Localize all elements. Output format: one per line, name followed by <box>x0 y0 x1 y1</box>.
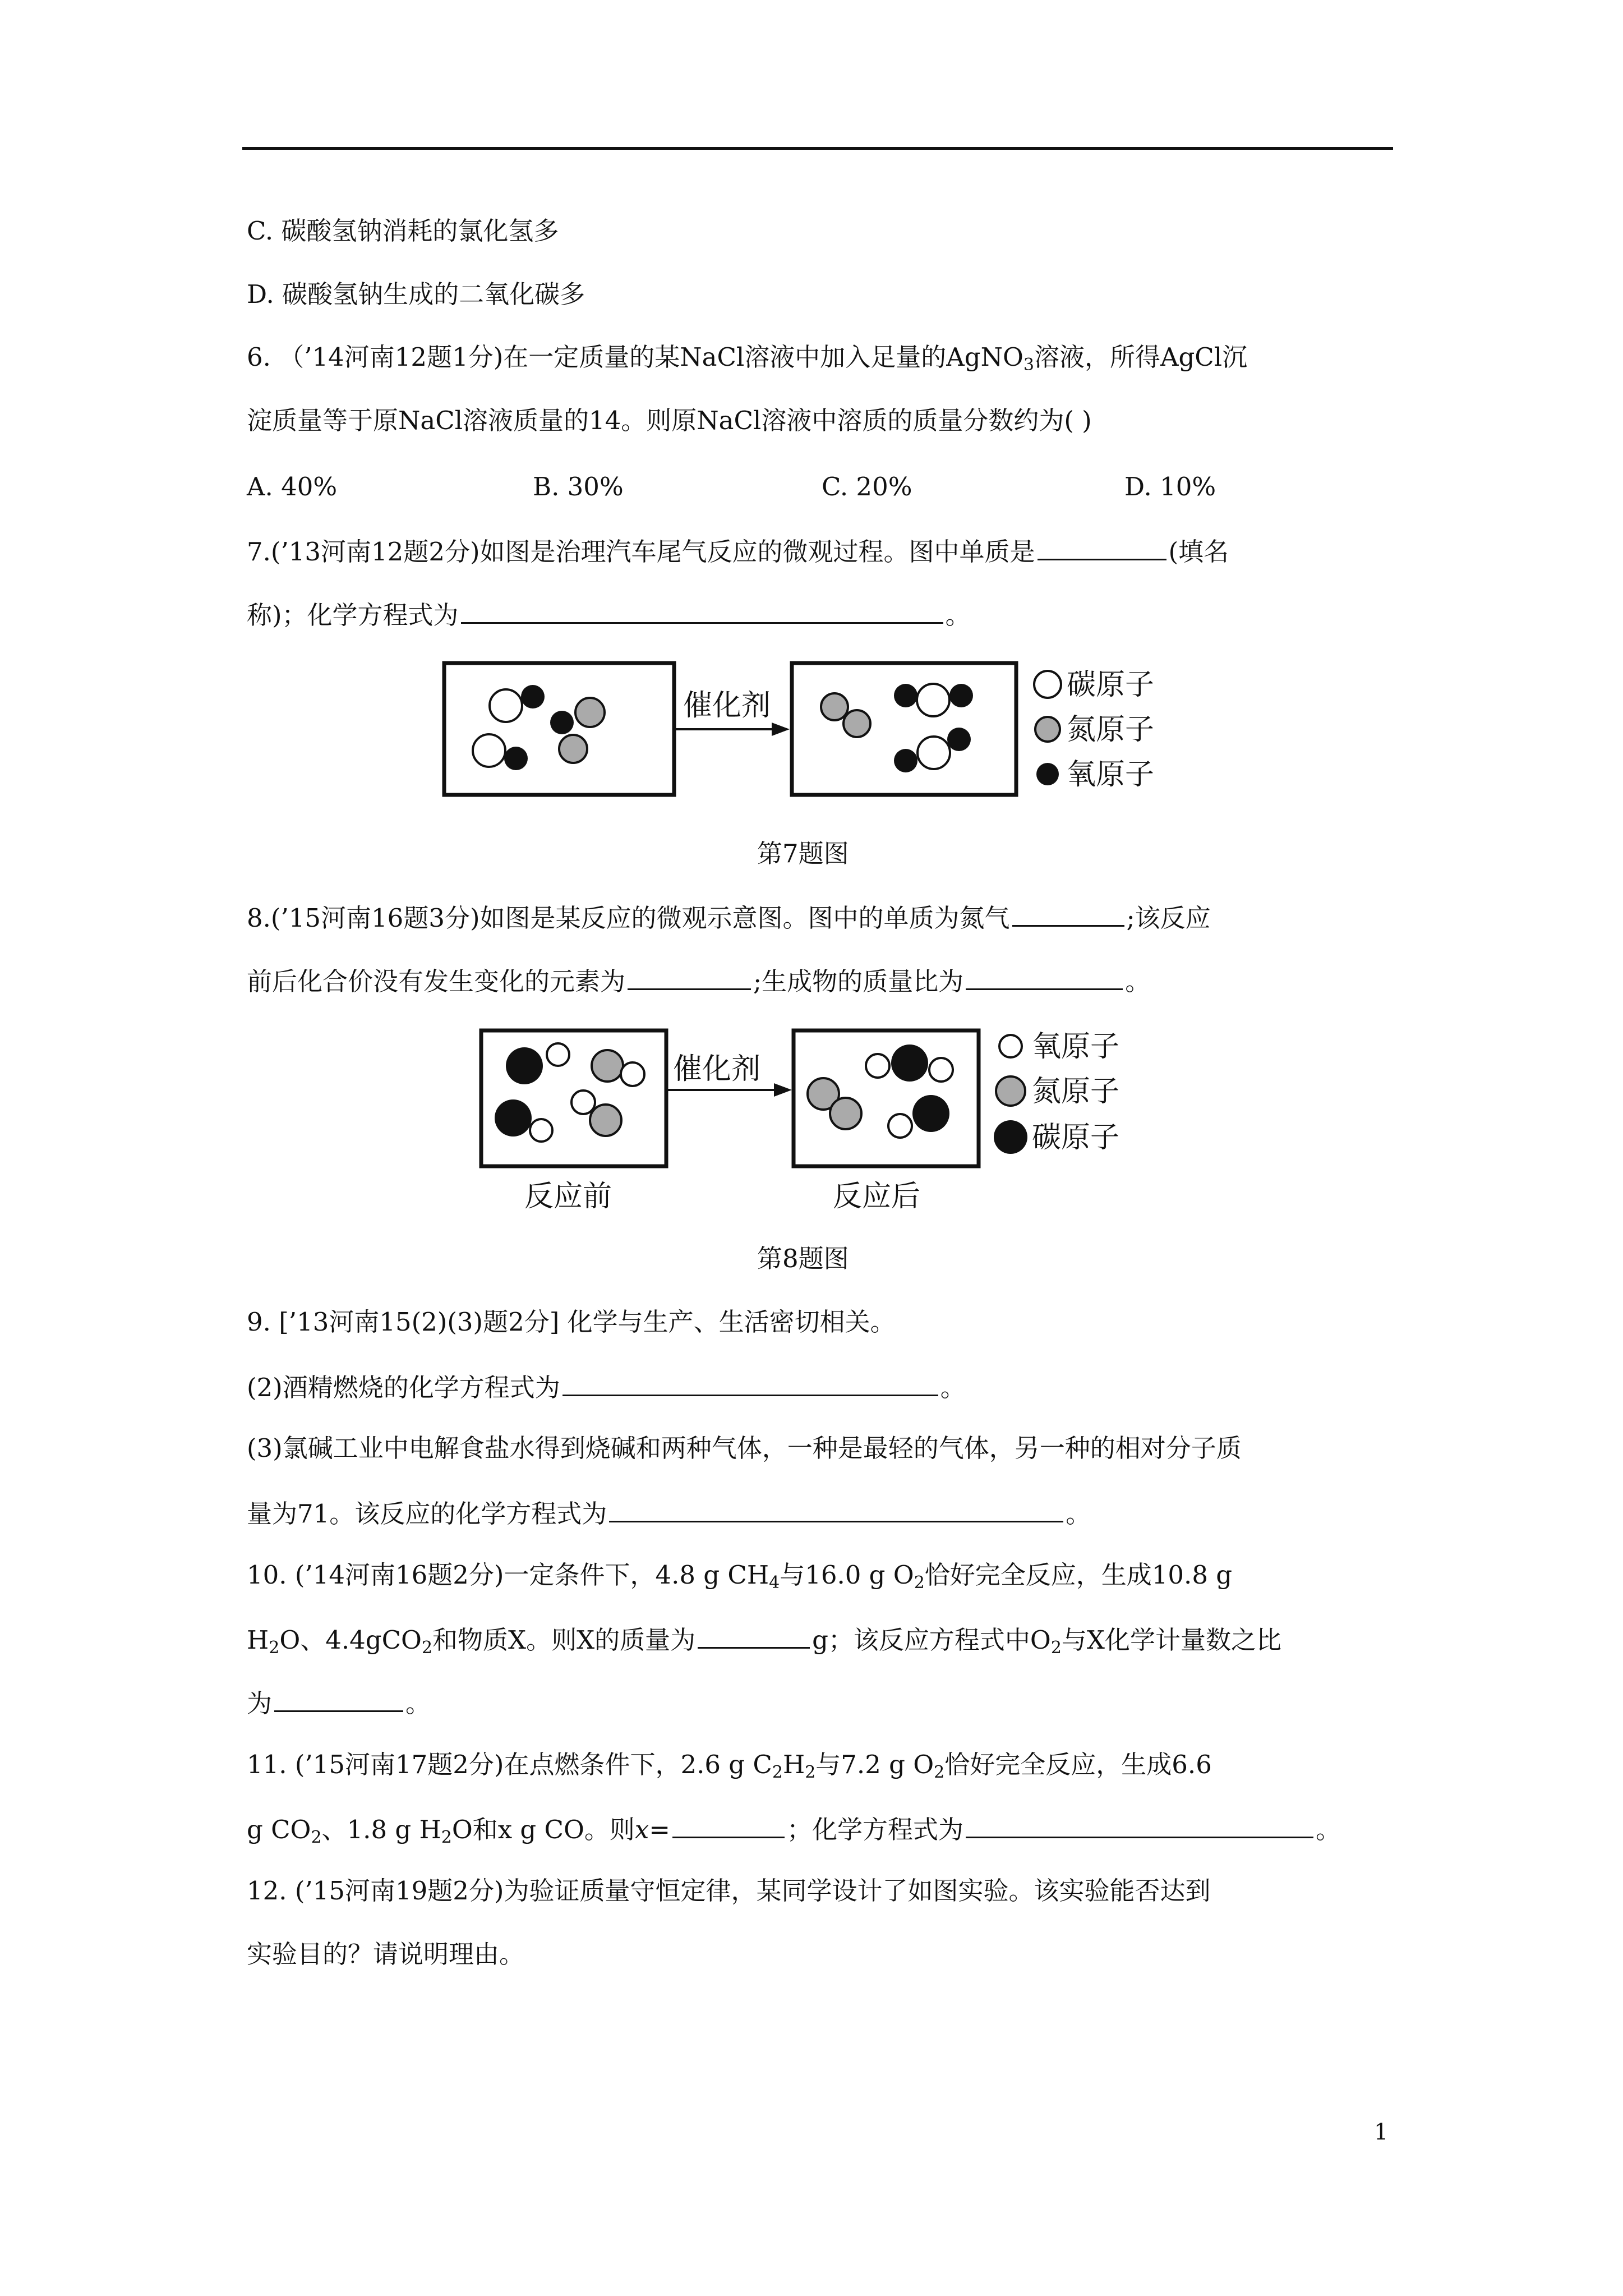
q8-before-label: 反应前 <box>524 1180 612 1213</box>
q7-legend-oxygen: 氧原子 <box>1067 758 1155 792</box>
q6-option-c: C. 20% <box>822 472 912 501</box>
q5-option-d: D. 碳酸氢钠生成的二氧化碳多 <box>247 279 585 309</box>
q6-option-b: B. 30% <box>533 472 624 501</box>
q6-line2: 淀质量等于原NaCl溶液质量的14。则原NaCl溶液中溶质的质量分数约为( ) <box>247 406 1092 435</box>
q7-caption: 第7题图 <box>757 839 849 868</box>
q8-legend-carbon: 碳原子 <box>1032 1121 1120 1154</box>
q6-option-d: D. 10% <box>1124 472 1216 501</box>
q11-line2: g $CO_2$、1.8 g $H_2O$和x g CO。则x= ；化学方程式为 。 <box>247 1811 1341 1847</box>
q12-line2: 实验目的？请说明理由。 <box>247 1939 525 1969</box>
q9-line3: (3)氯碱工业中电解食盐水得到烧碱和两种气体，一种是最轻的气体，另一种的相对分子质 <box>247 1433 1242 1463</box>
q7-legend-carbon: 碳原子 <box>1067 668 1155 702</box>
q12-line1: 12. (’15河南19题2分)为验证质量守恒定律，某同学设计了如图实验。该实验能否达到 <box>247 1876 1211 1906</box>
q11-line1: 11. (’15河南17题2分)在点燃条件下，2.6 g $C_2H_2$与7.2 g $O_2$恰好完全反应，生成6.6 <box>247 1750 1212 1782</box>
q6-line1: 6. （’14河南12题1分)在一定质量的某NaCl溶液中加入足量的AgNO$_3$溶液，所得AgCl沉 <box>247 342 1248 375</box>
q9-line1: 9. [’13河南15(2)(3)题2分] 化学与生产、生活密切相关。 <box>247 1307 896 1337</box>
q8-legend-nitrogen: 氮原子 <box>1032 1075 1120 1108</box>
header-rule <box>242 147 1393 150</box>
q6-option-a: A. 40% <box>247 472 338 501</box>
q9-line4: 量为71。该反应的化学方程式为 。 <box>247 1495 1091 1531</box>
q10-line2: $H_2O$、4.4gCO$_2$和物质X。则X的质量为 g；该反应方程式中$O_2$与X化学计量数之比 <box>247 1621 1281 1657</box>
q5-option-c: C. 碳酸氢钠消耗的氯化氢多 <box>247 216 559 246</box>
q10-line3: 为 。 <box>247 1685 431 1720</box>
q8-caption: 第8题图 <box>757 1244 849 1273</box>
q7-figure <box>437 656 1200 802</box>
q8-figure <box>471 1018 1161 1220</box>
q9-line2: (2)酒精燃烧的化学方程式为 。 <box>247 1369 966 1405</box>
q8-legend-oxygen: 氧原子 <box>1032 1030 1120 1064</box>
q7-line1: 7.(’13河南12题2分)如图是治理汽车尾气反应的微观过程。图中单质是 (填名 <box>247 533 1229 569</box>
page-number: 1 <box>1374 2119 1389 2145</box>
q8-line1: 8.(’15河南16题3分)如图是某反应的微观示意图。图中的单质为氮气 ;该反应 <box>247 899 1211 935</box>
q8-line2: 前后化合价没有发生变化的元素为 ;生成物的质量比为 。 <box>247 963 1150 999</box>
q8-catalyst-label: 催化剂 <box>673 1052 761 1086</box>
q10-line1: 10. (’14河南16题2分)一定条件下，4.8 g $CH_4$与16.0 g $O_2$恰好完全反应，生成10.8 g <box>247 1560 1233 1593</box>
q8-after-label: 反应后 <box>833 1180 921 1213</box>
q7-line2: 称)；化学方程式为 。 <box>247 596 971 632</box>
q7-catalyst-label: 催化剂 <box>683 689 771 723</box>
q7-legend-nitrogen: 氮原子 <box>1067 713 1155 747</box>
